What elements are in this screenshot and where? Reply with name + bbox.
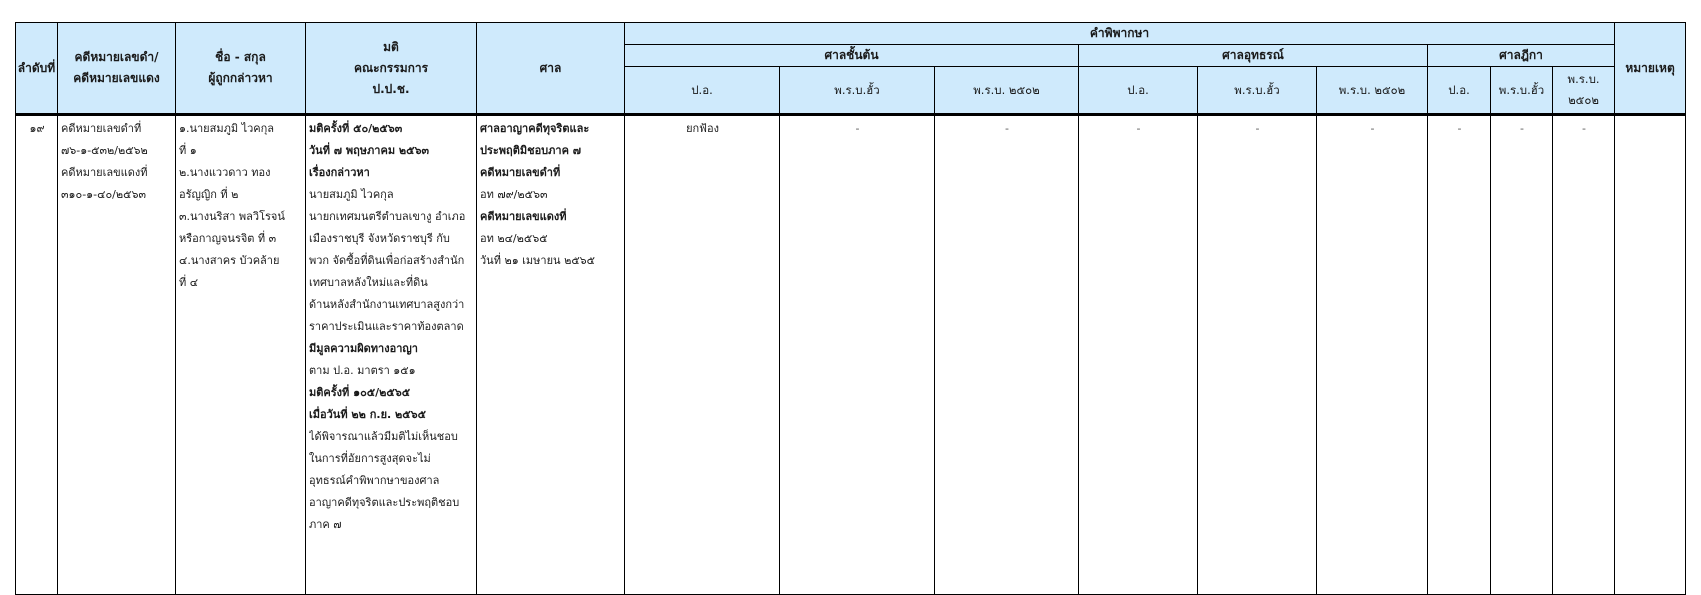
accused-line: ๑.นายสมภูมิ ไวคกุล (179, 122, 275, 135)
header-first-po (625, 67, 780, 115)
header-resolution-line-3: ป.ป.ช. (372, 81, 410, 96)
cell-appeal-2502 (1317, 115, 1428, 595)
resolution-line: ภาค ๗ (309, 518, 342, 531)
appeal-2502-value: - (1370, 122, 1375, 135)
cell-no (16, 115, 58, 595)
court-line: ศาลอาญาคดีทุจริตและ (480, 122, 590, 135)
header-first-po-text: ป.อ. (691, 82, 713, 97)
record-table-wrapper (15, 22, 1686, 595)
case-no-line: ๓๑๐-๑-๔๐/๒๕๖๓ (61, 188, 146, 201)
resolution-line: มติครั้งที่ ๕๐/๒๕๖๓ (309, 122, 403, 135)
accused-line: ๔.นางสาคร บัวคล้าย (179, 254, 280, 267)
header-supreme-text: ศาลฎีกา (1499, 48, 1543, 62)
header-judgment-text: คำพิพากษา (1089, 26, 1150, 40)
first-hua-value: - (855, 122, 860, 135)
cell-first-hua (780, 115, 935, 595)
header-supreme-2502-line-2: ๒๕๐๒ (1568, 93, 1599, 107)
header-name-line-1: ชื่อ - สกุล (215, 50, 266, 64)
header-appeal-hua-text: พ.ร.บ.ฮั้ว (1234, 82, 1280, 97)
resolution-line: อุทธรณ์คำพิพากษาของศาล (309, 474, 440, 487)
header-no-text: ลำดับที่ (17, 60, 56, 75)
header-supreme (1428, 45, 1615, 67)
header-name-line-2: ผู้ถูกกล่าวหา (208, 71, 273, 85)
header-appeal-po-text: ป.อ. (1127, 82, 1149, 97)
header-court (477, 23, 625, 115)
accused-line: ที่ ๑ (179, 144, 197, 157)
court-line: คดีหมายเลขแดงที่ (480, 210, 567, 223)
header-appeal (1079, 45, 1428, 67)
header-first-hua (780, 67, 935, 115)
header-appeal-2502 (1317, 67, 1428, 115)
resolution-line: เมืองราชบุรี จังหวัดราชบุรี กับ (309, 232, 450, 245)
header-name (176, 23, 306, 115)
header-supreme-po-text: ป.อ. (1448, 82, 1470, 97)
accused-line: ที่ ๔ (179, 276, 199, 289)
court-line: วันที่ ๒๑ เมษายน ๒๕๖๕ (480, 254, 595, 267)
header-first-instance-text: ศาลชั้นต้น (824, 48, 879, 62)
header-supreme-po (1428, 67, 1491, 115)
header-supreme-2502 (1553, 67, 1615, 115)
header-remark (1615, 23, 1686, 115)
resolution-line: ตาม ป.อ. มาตรา ๑๕๑ (309, 364, 416, 377)
cell-supreme-2502 (1553, 115, 1615, 595)
supreme-2502-value: - (1582, 122, 1587, 135)
accused-line: ๓.นางนริสา พลวิโรจน์ (179, 210, 285, 223)
case-no-line: คดีหมายเลขแดงที่ (61, 166, 148, 179)
resolution-line: นายสมภูมิ ไวคกุล (309, 188, 394, 201)
header-resolution-line-1: มติ (383, 39, 399, 54)
row-no: ๑๙ (29, 122, 45, 135)
cell-appeal-hua (1198, 115, 1317, 595)
court-line: คดีหมายเลขดำที่ (480, 166, 561, 179)
cell-remark (1615, 115, 1686, 595)
header-appeal-hua (1198, 67, 1317, 115)
first-po-value: ยกฟ้อง (686, 122, 719, 135)
supreme-hua-value: - (1520, 122, 1524, 135)
header-first-2502 (935, 67, 1079, 115)
case-no-line: ๗๖-๑-๕๓๒/๒๕๖๒ (61, 144, 148, 157)
resolution-line: มติครั้งที่ ๑๐๕/๒๕๖๕ (309, 386, 411, 399)
header-supreme-hua-text: พ.ร.บ.ฮั้ว (1498, 82, 1545, 97)
table-row (16, 115, 1686, 595)
cell-court (477, 115, 625, 595)
header-appeal-po (1079, 67, 1198, 115)
case-record-table (15, 22, 1686, 595)
accused-line: อรัญญิก ที่ ๒ (179, 188, 239, 201)
header-first-2502-text: พ.ร.บ. ๒๕๐๒ (973, 82, 1040, 97)
appeal-hua-value: - (1255, 122, 1260, 135)
cell-appeal-po (1079, 115, 1198, 595)
court-line: อท ๗๙/๒๕๖๓ (480, 188, 548, 201)
header-court-text: ศาล (539, 60, 562, 75)
resolution-line: มีมูลความผิดทางอาญา (309, 342, 418, 355)
resolution-line: นายกเทศมนตรีตำบลเขางู อำเภอ (309, 210, 466, 223)
header-appeal-text: ศาลอุทธรณ์ (1222, 48, 1284, 62)
accused-line: หรือกาญจนรจิต ที่ ๓ (179, 232, 277, 245)
cell-case-no (58, 115, 176, 595)
resolution-line: เรื่องกล่าวหา (309, 166, 370, 179)
cell-supreme-hua (1491, 115, 1553, 595)
header-appeal-2502-text: พ.ร.บ. ๒๕๐๒ (1338, 82, 1406, 97)
header-no (16, 23, 58, 115)
cell-first-po (625, 115, 780, 595)
resolution-line: วันที่ ๗ พฤษภาคม ๒๕๖๓ (309, 144, 429, 157)
header-first-instance (625, 45, 1079, 67)
cell-supreme-po (1428, 115, 1491, 595)
resolution-line: ราคาประเมินและราคาท้องตลาด (309, 320, 464, 333)
case-no-line: คดีหมายเลขดำที่ (61, 122, 142, 135)
header-judgment (625, 23, 1615, 45)
resolution-line: เมื่อวันที่ ๒๒ ก.ย. ๒๕๖๕ (309, 408, 426, 421)
first-2502-value: - (1005, 122, 1009, 135)
header-supreme-2502-line-1: พ.ร.บ. (1567, 72, 1600, 86)
header-case-no (58, 23, 176, 115)
resolution-line: ได้พิจารณาแล้วมีมติไม่เห็นชอบ (309, 430, 458, 443)
court-line: ประพฤติมิชอบภาค ๗ (480, 144, 582, 157)
header-case-no-line-2: คดีหมายเลขแดง (73, 71, 160, 85)
court-line: อท ๒๔/๒๕๖๕ (480, 232, 548, 245)
resolution-line: พวก จัดซื้อที่ดินเพื่อก่อสร้างสำนัก (309, 254, 465, 267)
cell-resolution (306, 115, 477, 595)
header-resolution-line-2: คณะกรรมการ (353, 60, 429, 75)
header-first-hua-text: พ.ร.บ.ฮั้ว (834, 82, 880, 97)
appeal-po-value: - (1136, 122, 1141, 135)
resolution-line: ในการที่อัยการสูงสุดจะไม่ (309, 452, 431, 465)
header-remark-text: หมายเหตุ (1625, 60, 1675, 75)
supreme-po-value: - (1457, 122, 1462, 135)
header-supreme-hua (1491, 67, 1553, 115)
cell-names (176, 115, 306, 595)
cell-first-2502 (935, 115, 1079, 595)
resolution-line: เทศบาลหลังใหม่และที่ดิน (309, 276, 428, 289)
header-case-no-line-1: คดีหมายเลขดำ/ (74, 50, 159, 64)
resolution-line: อาญาคดีทุจริตและประพฤติชอบ (309, 496, 460, 509)
header-resolution (306, 23, 477, 115)
resolution-line: ด้านหลังสำนักงานเทศบาลสูงกว่า (309, 298, 465, 311)
accused-line: ๒.นางแววดาว ทอง (179, 166, 271, 179)
